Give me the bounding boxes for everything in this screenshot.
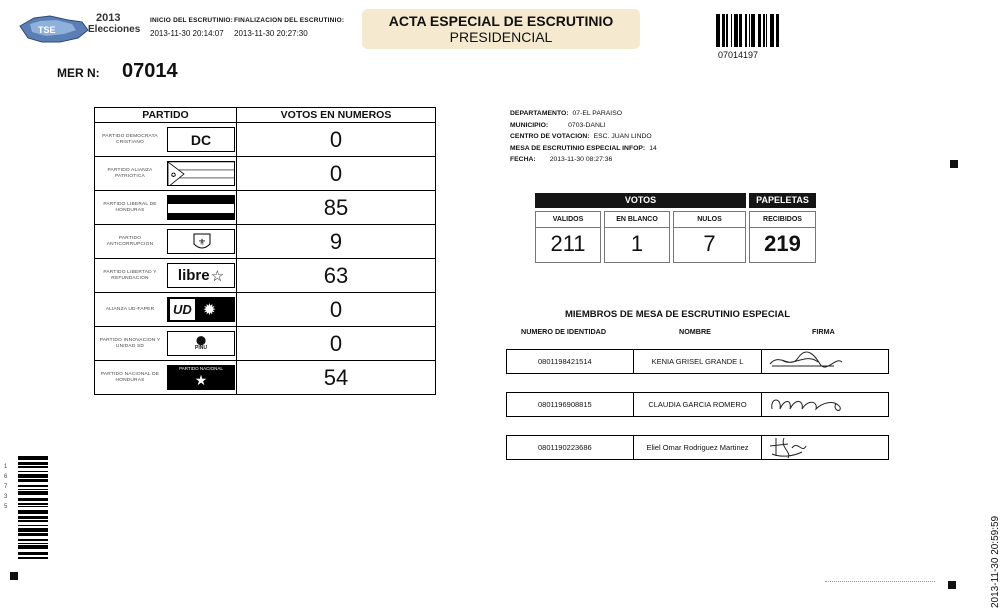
barcode-bar bbox=[18, 474, 48, 478]
scan-timestamp: 2013-11-30 20:59:59 bbox=[990, 515, 1001, 608]
municipio-label: MUNICIPIO: bbox=[510, 121, 549, 129]
col-identidad: NUMERO DE IDENTIDAD bbox=[521, 327, 607, 336]
barcode-bar bbox=[731, 14, 732, 47]
dc-logo: DC bbox=[167, 127, 235, 152]
star-icon: ★ bbox=[194, 372, 208, 388]
barcode-bar bbox=[766, 14, 767, 47]
cne-logo bbox=[16, 12, 141, 48]
party-votes: 54 bbox=[237, 361, 436, 395]
barcode-bar bbox=[18, 557, 48, 559]
star-icon: ☆ bbox=[210, 267, 225, 285]
party-row bbox=[95, 191, 436, 225]
nulos-label: NULOS bbox=[674, 212, 745, 228]
col-nombre: NOMBRE bbox=[679, 327, 711, 336]
barcode-bar bbox=[18, 520, 48, 522]
flag-logo bbox=[167, 161, 235, 186]
svg-text:✪: ✪ bbox=[171, 173, 177, 179]
location-info bbox=[510, 108, 657, 166]
footer-fine-print bbox=[825, 581, 935, 584]
party-name: PARTIDO DEMOCRATA CRISTIANO bbox=[102, 134, 158, 145]
honduras-map-icon bbox=[16, 12, 96, 48]
barcode-bar bbox=[18, 479, 48, 482]
party-table-header bbox=[95, 108, 436, 123]
validos-box bbox=[535, 211, 601, 263]
svg-text:⚜: ⚜ bbox=[198, 238, 207, 248]
barcode-bar bbox=[739, 14, 742, 47]
party-votes: 85 bbox=[237, 191, 436, 225]
registration-mark bbox=[950, 160, 958, 168]
party-row bbox=[95, 259, 436, 293]
member-id: 0801190223686 bbox=[507, 436, 634, 459]
validos-value: 211 bbox=[550, 231, 586, 256]
ud-logo: UD ✹ bbox=[167, 297, 235, 322]
sun-icon: ✹ bbox=[202, 301, 217, 319]
barcode-bar bbox=[18, 456, 48, 460]
barcode-number: 07014197 bbox=[718, 50, 759, 60]
member-id: 0801196908815 bbox=[507, 393, 634, 416]
fecha-label: FECHA: bbox=[510, 156, 536, 163]
validos-label: VALIDOS bbox=[536, 212, 600, 228]
mer-label: MER N: bbox=[57, 66, 100, 80]
pinu-emblem-icon: ⬤ bbox=[195, 335, 207, 345]
barcode-bar bbox=[776, 14, 779, 47]
party-row bbox=[95, 123, 436, 157]
pinu-logo: ⬤ PINU bbox=[167, 331, 235, 356]
signature bbox=[762, 350, 888, 373]
party-name: ALIANZA UD-FAPER bbox=[105, 307, 155, 312]
party-row bbox=[95, 293, 436, 327]
barcode-bar bbox=[18, 533, 48, 536]
barcode-bar bbox=[18, 491, 48, 495]
barcode-bar bbox=[751, 14, 755, 47]
municipio-value: 0703-DANLI bbox=[568, 121, 606, 129]
signature bbox=[762, 436, 888, 459]
barcode-top bbox=[716, 14, 780, 47]
party-name: PARTIDO NACIONAL DE HONDURAS bbox=[100, 372, 160, 383]
final-value: 2013-11-30 20:27:30 bbox=[234, 29, 308, 38]
header-votos: VOTOS EN NUMEROS bbox=[237, 108, 436, 123]
barcode-bar bbox=[716, 14, 720, 47]
nulos-value: 7 bbox=[703, 231, 716, 256]
party-row bbox=[95, 157, 436, 191]
barcode-bar bbox=[726, 14, 728, 47]
member-name: KENIA GRISEL GRANDE L bbox=[634, 350, 762, 373]
party-name: PARTIDO ANTICORRUPCION bbox=[106, 236, 154, 247]
title-line2: PRESIDENCIAL bbox=[449, 29, 553, 45]
barcode-bar bbox=[18, 471, 48, 472]
centro-value: ESC. JUAN LINDO bbox=[593, 133, 652, 140]
logo-year: 2013 bbox=[96, 12, 121, 24]
liberal-flag-logo bbox=[167, 195, 235, 220]
flag-stripes-icon bbox=[168, 162, 235, 186]
papeletas-header: PAPELETAS bbox=[749, 193, 816, 208]
recibidos-value: 219 bbox=[764, 231, 801, 256]
barcode-bar bbox=[18, 545, 48, 549]
mesa-label: MESA DE ESCRUTINIO ESPECIAL INFOP: bbox=[510, 144, 646, 152]
members-title: MIEMBROS DE MESA DE ESCRUTINIO ESPECIAL bbox=[565, 309, 791, 320]
barcode-bar bbox=[18, 552, 48, 555]
member-row bbox=[506, 349, 889, 374]
nacional-logo: PARTIDO NACIONAL ★ bbox=[167, 365, 235, 390]
centro-label: CENTRO DE VOTACION: bbox=[510, 133, 590, 140]
signature-icon bbox=[762, 393, 888, 416]
party-name: PARTIDO INNOVACION Y UNIDAD SD bbox=[99, 338, 161, 349]
barcode-bar bbox=[758, 14, 761, 47]
barcode-bar bbox=[734, 14, 738, 47]
col-firma: FIRMA bbox=[812, 327, 835, 336]
pac-logo bbox=[167, 229, 235, 254]
barcode-bar bbox=[18, 506, 48, 507]
barcode-bar bbox=[770, 14, 774, 47]
blanco-box bbox=[604, 211, 670, 263]
nulos-box bbox=[673, 211, 746, 263]
tricolor-flag-icon bbox=[168, 196, 235, 220]
barcode-bar bbox=[18, 462, 48, 465]
party-votes: 0 bbox=[237, 123, 436, 157]
barcode-bar bbox=[18, 510, 48, 514]
signature-icon bbox=[762, 436, 888, 459]
member-id: 0801198421514 bbox=[507, 350, 634, 373]
departamento-value: 07-EL PARAISO bbox=[572, 110, 623, 117]
barcode-bar bbox=[18, 466, 48, 468]
header-partido: PARTIDO bbox=[95, 108, 237, 123]
registration-mark bbox=[948, 581, 956, 589]
recibidos-box bbox=[749, 211, 816, 263]
member-row bbox=[506, 435, 889, 460]
mesa-value: 14 bbox=[649, 144, 657, 152]
barcode-bar bbox=[749, 14, 750, 47]
member-name: CLAUDIA GARCIA ROMERO bbox=[634, 393, 762, 416]
party-row bbox=[95, 361, 436, 395]
svg-text:TSE: TSE bbox=[38, 25, 56, 35]
party-name: PARTIDO ALIANZA PATRIOTICA bbox=[107, 168, 153, 179]
barcode-bar bbox=[722, 14, 725, 47]
shield-icon bbox=[168, 230, 235, 254]
barcode-bar bbox=[18, 525, 48, 526]
member-name: Eliel Omar Rodriguez Martinez bbox=[634, 436, 762, 459]
barcode-bar bbox=[18, 539, 48, 541]
side-barcode-text: 1 6 7 3 5 bbox=[4, 464, 8, 510]
blanco-label: EN BLANCO bbox=[605, 212, 669, 228]
party-votes: 0 bbox=[237, 157, 436, 191]
barcode-bar bbox=[18, 498, 48, 501]
member-row bbox=[506, 392, 889, 417]
registration-mark bbox=[10, 572, 18, 580]
barcode-bar bbox=[763, 14, 765, 47]
blanco-value: 1 bbox=[630, 231, 644, 256]
barcode-side bbox=[18, 456, 48, 560]
mer-value: 07014 bbox=[122, 60, 178, 82]
fecha-value: 2013-11-30 08:27:36 bbox=[549, 156, 613, 163]
inicio-value: 2013-11-30 20:14:07 bbox=[150, 29, 224, 38]
party-votes: 0 bbox=[237, 327, 436, 361]
barcode-bar bbox=[18, 489, 48, 490]
inicio-label: INICIO DEL ESCRUTINIO: bbox=[150, 17, 234, 24]
party-votes: 9 bbox=[237, 225, 436, 259]
document-title bbox=[362, 9, 640, 49]
barcode-bar bbox=[18, 516, 48, 519]
signature bbox=[762, 393, 888, 416]
party-row bbox=[95, 225, 436, 259]
party-votes: 0 bbox=[237, 293, 436, 327]
signature-icon bbox=[762, 350, 888, 373]
final-label: FINALIZACION DEL ESCRUTINIO: bbox=[234, 17, 345, 24]
barcode-bar bbox=[18, 543, 48, 544]
barcode-bar bbox=[18, 503, 48, 505]
party-votes-table bbox=[94, 107, 436, 395]
barcode-bar bbox=[18, 528, 48, 532]
party-row bbox=[95, 327, 436, 361]
votos-header: VOTOS bbox=[535, 193, 746, 208]
barcode-bar bbox=[745, 14, 747, 47]
party-votes: 63 bbox=[237, 259, 436, 293]
party-name: PARTIDO LIBERAL DE HONDURAS bbox=[103, 202, 157, 213]
title-line1: ACTA ESPECIAL DE ESCRUTINIO bbox=[388, 13, 614, 29]
libre-logo: libre ☆ bbox=[167, 263, 235, 288]
departamento-label: DEPARTAMENTO: bbox=[510, 110, 569, 117]
logo-elecciones: Elecciones bbox=[88, 24, 141, 35]
party-name: PARTIDO LIBERTAD Y REFUNDACION bbox=[103, 270, 157, 281]
barcode-bar bbox=[18, 485, 48, 487]
recibidos-label: RECIBIDOS bbox=[750, 212, 815, 228]
